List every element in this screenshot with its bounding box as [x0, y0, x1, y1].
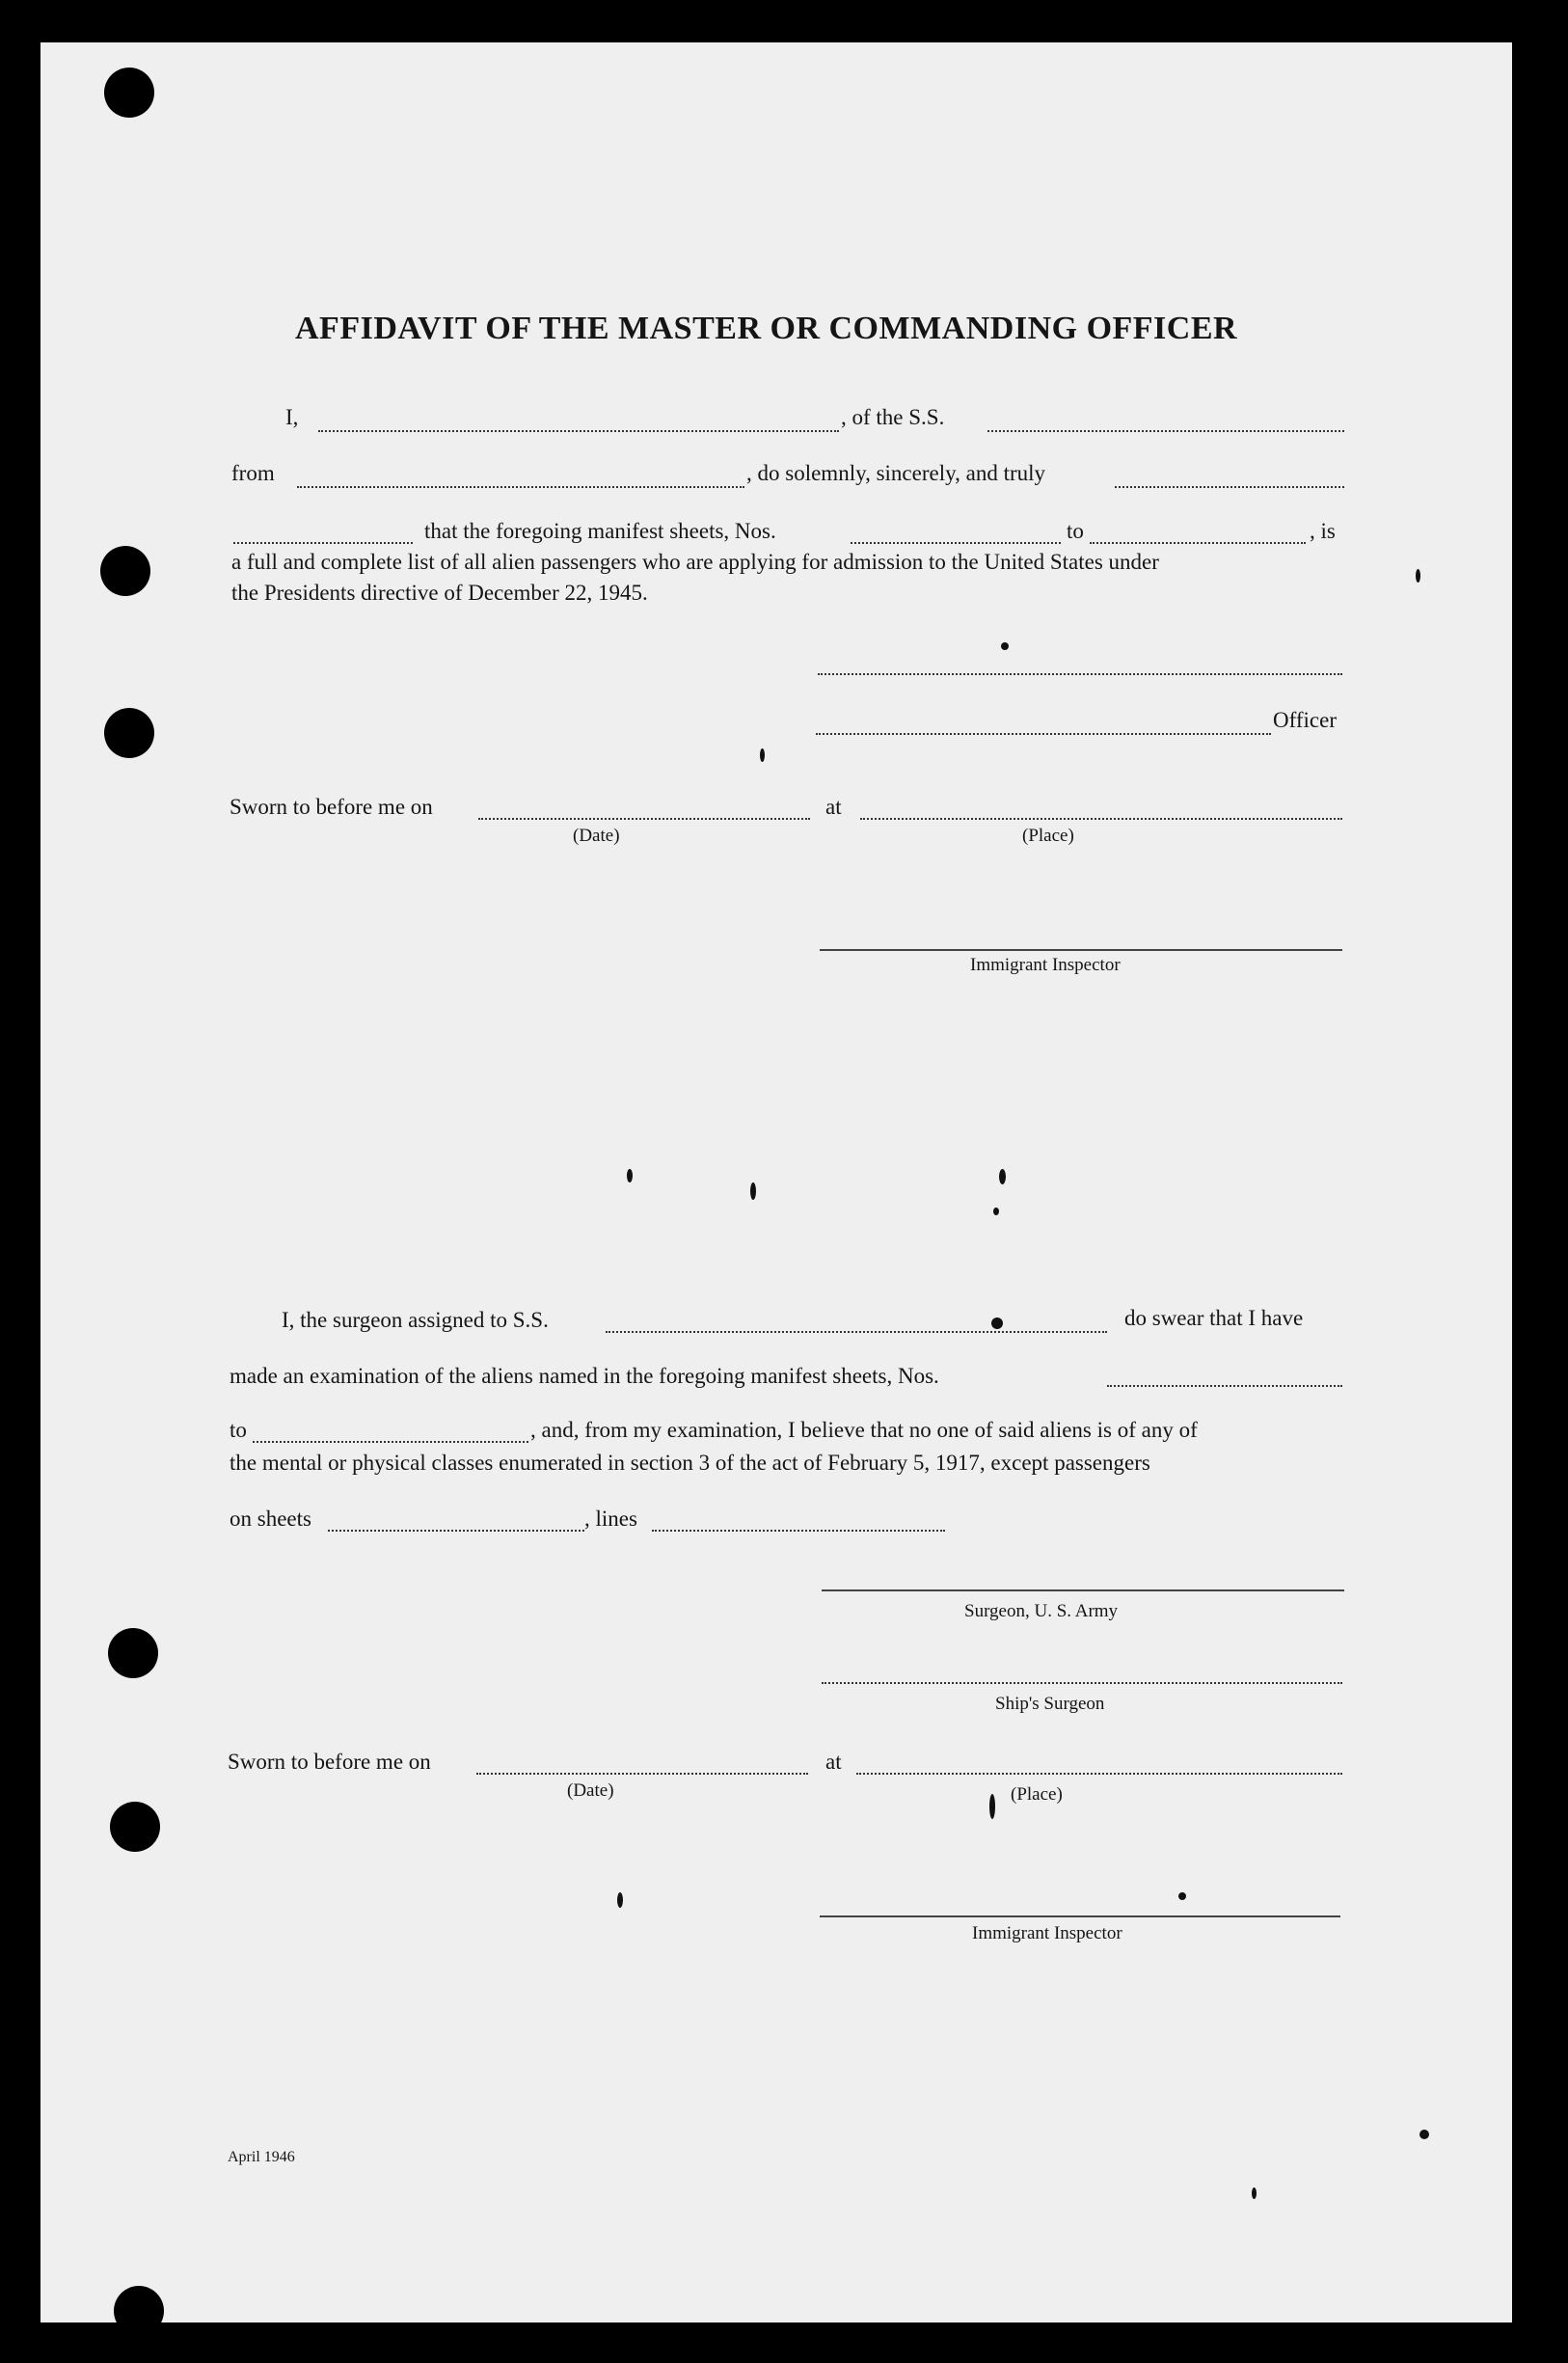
surgeon-sheets-to-field[interactable]	[253, 1441, 528, 1443]
ink-speck	[617, 1892, 623, 1908]
punch-hole	[104, 708, 154, 758]
inspector-label: Immigrant Inspector	[970, 955, 1121, 975]
master-signature-line[interactable]	[818, 673, 1342, 675]
master-name-field[interactable]	[318, 430, 839, 432]
surgeon-to-label: to	[230, 1418, 247, 1442]
ink-speck	[991, 1317, 1003, 1329]
ink-speck	[1001, 642, 1009, 650]
at2-label: at	[825, 1750, 842, 1774]
date-caption: (Date)	[573, 826, 620, 846]
master-statement-line4: a full and complete list of all alien passengers who are applying for admission to the United States under	[231, 550, 1159, 574]
surgeon-sheets-from-field[interactable]	[1107, 1385, 1342, 1387]
from-port-field[interactable]	[297, 486, 744, 488]
army-surgeon-label: Surgeon, U. S. Army	[964, 1601, 1119, 1621]
sheets-to-field[interactable]	[1090, 542, 1306, 544]
ship-surgeon-label: Ship's Surgeon	[995, 1694, 1105, 1714]
ink-speck	[993, 1208, 999, 1215]
to-label: to	[1067, 519, 1084, 543]
swear-field[interactable]	[1115, 486, 1344, 488]
ink-speck	[1252, 2187, 1257, 2199]
ink-speck	[1178, 1892, 1186, 1900]
inspector2-label: Immigrant Inspector	[972, 1923, 1122, 1943]
officer-label: Officer	[1273, 708, 1337, 732]
ink-speck	[1419, 2130, 1429, 2139]
master-i-label: I,	[285, 405, 299, 429]
ink-speck	[1416, 569, 1420, 583]
sworn2-date-field[interactable]	[476, 1773, 808, 1775]
surgeon-line1: I, the surgeon assigned to S.S.	[282, 1308, 549, 1332]
ink-speck	[750, 1182, 756, 1200]
punch-hole	[104, 68, 154, 118]
ship-surgeon-signature-line[interactable]	[822, 1682, 1342, 1684]
master-ship-field[interactable]	[987, 430, 1344, 432]
punch-hole	[108, 1628, 158, 1678]
punch-hole	[100, 546, 150, 596]
punch-hole	[110, 1802, 160, 1852]
at-label: at	[825, 795, 842, 819]
sworn-date-field[interactable]	[478, 818, 810, 820]
lines-label: , lines	[584, 1507, 637, 1531]
manifest-text: that the foregoing manifest sheets, Nos.	[424, 519, 776, 543]
surgeon-swear-text: do swear that I have	[1124, 1306, 1304, 1330]
place2-caption: (Place)	[1011, 1784, 1063, 1805]
surgeon-line4: the mental or physical classes enumerated in section 3 of the act of February 5, 1917, except passengers	[230, 1451, 1150, 1475]
on-sheets-label: on sheets	[230, 1507, 311, 1531]
form-date-footer: April 1946	[228, 2149, 295, 2165]
army-surgeon-signature-line[interactable]	[822, 1589, 1344, 1591]
surgeon-line2: made an examination of the aliens named in the foregoing manifest sheets, Nos.	[230, 1364, 939, 1388]
officer-signature-line[interactable]	[816, 733, 1271, 735]
ink-speck	[989, 1794, 995, 1819]
form-page	[41, 42, 1512, 2322]
sheets-from-field[interactable]	[851, 542, 1061, 544]
master-ofss-label: , of the S.S.	[841, 405, 945, 429]
swear-text: , do solemnly, sincerely, and truly	[746, 461, 1046, 485]
ink-speck	[627, 1169, 633, 1182]
sworn-place-field[interactable]	[860, 818, 1342, 820]
ink-speck	[760, 748, 765, 762]
is-label: , is	[1310, 519, 1336, 543]
inspector-signature-line[interactable]	[820, 949, 1342, 951]
inspector2-signature-line[interactable]	[820, 1915, 1340, 1917]
place-caption: (Place)	[1022, 826, 1074, 846]
date2-caption: (Date)	[567, 1780, 614, 1801]
from-label: from	[231, 461, 275, 485]
sworn2-label: Sworn to before me on	[228, 1750, 431, 1774]
sworn2-place-field[interactable]	[856, 1773, 1342, 1775]
lines-field[interactable]	[652, 1530, 945, 1532]
sworn-label: Sworn to before me on	[230, 795, 433, 819]
punch-hole	[114, 2286, 164, 2336]
on-sheets-field[interactable]	[328, 1530, 584, 1532]
form-title: AFFIDAVIT OF THE MASTER OR COMMANDING OFFICER	[295, 311, 1238, 346]
ink-speck	[999, 1169, 1006, 1184]
surgeon-ship-field[interactable]	[606, 1331, 1107, 1333]
oath-field[interactable]	[233, 542, 413, 544]
master-statement-line5: the Presidents directive of December 22, 1945.	[231, 581, 648, 605]
surgeon-line3: , and, from my examination, I believe that no one of said aliens is of any of	[530, 1418, 1198, 1442]
